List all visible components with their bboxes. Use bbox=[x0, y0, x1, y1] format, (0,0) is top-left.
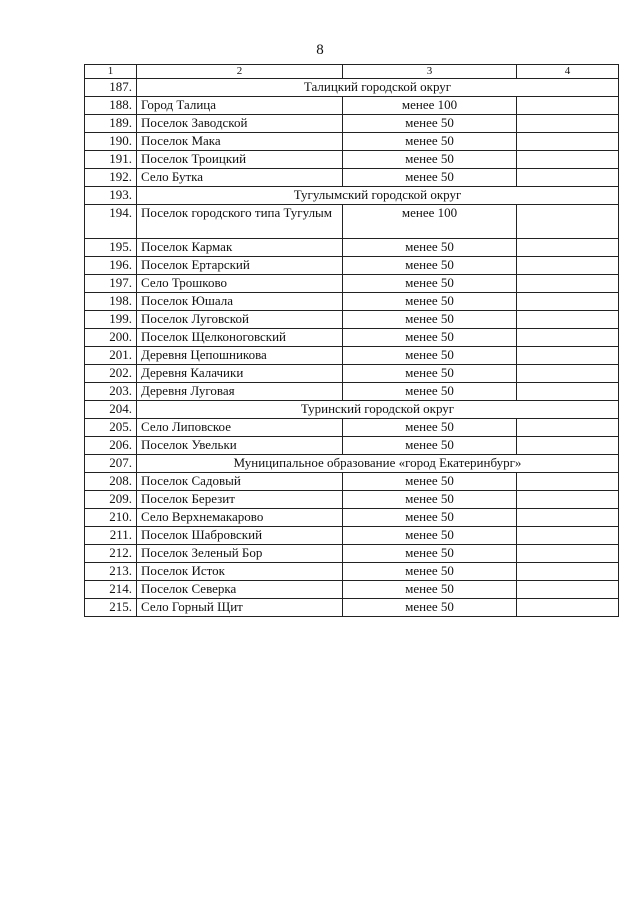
population-value: менее 50 bbox=[343, 581, 517, 599]
table-row bbox=[85, 365, 619, 383]
column-4-cell bbox=[517, 275, 619, 293]
settlement-name: Поселок Садовый bbox=[137, 473, 343, 491]
column-4-cell bbox=[517, 97, 619, 115]
table-row bbox=[85, 205, 619, 239]
row-number: 200. bbox=[85, 329, 137, 347]
table-row bbox=[85, 275, 619, 293]
table-row bbox=[85, 347, 619, 365]
column-4-cell bbox=[517, 133, 619, 151]
row-number: 206. bbox=[85, 437, 137, 455]
population-value: менее 100 bbox=[343, 205, 517, 239]
page-number: 8 bbox=[316, 42, 324, 58]
population-value: менее 50 bbox=[343, 599, 517, 617]
settlement-name: Деревня Цепошникова bbox=[137, 347, 343, 365]
population-value: менее 50 bbox=[343, 151, 517, 169]
row-number: 189. bbox=[85, 115, 137, 133]
row-number: 199. bbox=[85, 311, 137, 329]
section-row bbox=[85, 401, 619, 419]
settlement-name: Поселок Кармак bbox=[137, 239, 343, 257]
table-row bbox=[85, 293, 619, 311]
settlement-name: Поселок Луговской bbox=[137, 311, 343, 329]
row-number: 209. bbox=[85, 491, 137, 509]
table-row bbox=[85, 563, 619, 581]
table-row bbox=[85, 151, 619, 169]
row-number: 215. bbox=[85, 599, 137, 617]
table-row bbox=[85, 491, 619, 509]
table-row bbox=[85, 311, 619, 329]
column-4-cell bbox=[517, 563, 619, 581]
row-number: 202. bbox=[85, 365, 137, 383]
settlement-name: Село Трошково bbox=[137, 275, 343, 293]
row-number: 194. bbox=[85, 205, 137, 239]
population-value: менее 50 bbox=[343, 563, 517, 581]
section-title: Талицкий городской округ bbox=[137, 79, 619, 97]
row-number: 198. bbox=[85, 293, 137, 311]
row-number: 188. bbox=[85, 97, 137, 115]
settlement-name: Поселок Увельки bbox=[137, 437, 343, 455]
table-row bbox=[85, 509, 619, 527]
table-row bbox=[85, 97, 619, 115]
column-4-cell bbox=[517, 581, 619, 599]
settlement-name: Деревня Луговая bbox=[137, 383, 343, 401]
population-value: менее 50 bbox=[343, 275, 517, 293]
table-row bbox=[85, 239, 619, 257]
section-row bbox=[85, 187, 619, 205]
table-row bbox=[85, 133, 619, 151]
settlement-name: Село Верхнемакарово bbox=[137, 509, 343, 527]
row-number: 195. bbox=[85, 239, 137, 257]
column-4-cell bbox=[517, 473, 619, 491]
population-value: менее 50 bbox=[343, 311, 517, 329]
header-col-2: 2 bbox=[137, 65, 343, 79]
population-value: менее 50 bbox=[343, 133, 517, 151]
population-value: менее 50 bbox=[343, 545, 517, 563]
settlement-name: Поселок Шабровский bbox=[137, 527, 343, 545]
row-number: 191. bbox=[85, 151, 137, 169]
table-row bbox=[85, 599, 619, 617]
population-value: менее 50 bbox=[343, 169, 517, 187]
settlement-name: Поселок Березит bbox=[137, 491, 343, 509]
column-4-cell bbox=[517, 329, 619, 347]
column-4-cell bbox=[517, 311, 619, 329]
section-row bbox=[85, 455, 619, 473]
settlement-name: Поселок Зеленый Бор bbox=[137, 545, 343, 563]
row-number: 193. bbox=[85, 187, 137, 205]
column-4-cell bbox=[517, 257, 619, 275]
section-title: Тугулымский городской округ bbox=[137, 187, 619, 205]
table-row bbox=[85, 419, 619, 437]
row-number: 187. bbox=[85, 79, 137, 97]
population-value: менее 50 bbox=[343, 239, 517, 257]
settlement-name: Деревня Калачики bbox=[137, 365, 343, 383]
settlement-name: Поселок Мака bbox=[137, 133, 343, 151]
population-value: менее 50 bbox=[343, 257, 517, 275]
section-title: Туринский городской округ bbox=[137, 401, 619, 419]
table-body bbox=[85, 79, 619, 617]
row-number: 190. bbox=[85, 133, 137, 151]
header-col-4: 4 bbox=[517, 65, 619, 79]
row-number: 212. bbox=[85, 545, 137, 563]
row-number: 204. bbox=[85, 401, 137, 419]
population-value: менее 100 bbox=[343, 97, 517, 115]
population-value: менее 50 bbox=[343, 293, 517, 311]
settlement-name: Село Липовское bbox=[137, 419, 343, 437]
row-number: 213. bbox=[85, 563, 137, 581]
column-4-cell bbox=[517, 169, 619, 187]
row-number: 201. bbox=[85, 347, 137, 365]
column-4-cell bbox=[517, 509, 619, 527]
settlement-name: Поселок Юшала bbox=[137, 293, 343, 311]
column-4-cell bbox=[517, 527, 619, 545]
column-4-cell bbox=[517, 491, 619, 509]
population-value: менее 50 bbox=[343, 437, 517, 455]
settlement-name: Поселок Щелконоговский bbox=[137, 329, 343, 347]
settlement-name: Село Бутка bbox=[137, 169, 343, 187]
row-number: 203. bbox=[85, 383, 137, 401]
population-value: менее 50 bbox=[343, 115, 517, 133]
row-number: 208. bbox=[85, 473, 137, 491]
table-row bbox=[85, 527, 619, 545]
row-number: 207. bbox=[85, 455, 137, 473]
row-number: 196. bbox=[85, 257, 137, 275]
column-4-cell bbox=[517, 115, 619, 133]
table-row bbox=[85, 329, 619, 347]
column-4-cell bbox=[517, 365, 619, 383]
column-4-cell bbox=[517, 383, 619, 401]
header-col-3: 3 bbox=[343, 65, 517, 79]
population-value: менее 50 bbox=[343, 527, 517, 545]
row-number: 214. bbox=[85, 581, 137, 599]
table-row bbox=[85, 257, 619, 275]
column-4-cell bbox=[517, 419, 619, 437]
column-4-cell bbox=[517, 239, 619, 257]
population-value: менее 50 bbox=[343, 383, 517, 401]
settlement-name: Поселок Троицкий bbox=[137, 151, 343, 169]
settlement-name: Поселок Северка bbox=[137, 581, 343, 599]
settlement-name: Поселок городского типа Тугулым bbox=[137, 205, 343, 239]
settlements-table bbox=[84, 64, 619, 617]
column-4-cell bbox=[517, 599, 619, 617]
population-value: менее 50 bbox=[343, 491, 517, 509]
table-row bbox=[85, 383, 619, 401]
settlement-name: Село Горный Щит bbox=[137, 599, 343, 617]
settlement-name: Поселок Ертарский bbox=[137, 257, 343, 275]
table-header bbox=[85, 65, 619, 79]
table-row bbox=[85, 437, 619, 455]
section-title: Муниципальное образование «город Екатеринбург» bbox=[137, 455, 619, 473]
table-row bbox=[85, 169, 619, 187]
header-row bbox=[85, 65, 619, 79]
table-row bbox=[85, 581, 619, 599]
row-number: 192. bbox=[85, 169, 137, 187]
row-number: 197. bbox=[85, 275, 137, 293]
header-col-1: 1 bbox=[85, 65, 137, 79]
settlement-name: Поселок Исток bbox=[137, 563, 343, 581]
section-row bbox=[85, 79, 619, 97]
table-row bbox=[85, 545, 619, 563]
row-number: 211. bbox=[85, 527, 137, 545]
row-number: 205. bbox=[85, 419, 137, 437]
column-4-cell bbox=[517, 437, 619, 455]
column-4-cell bbox=[517, 205, 619, 239]
population-value: менее 50 bbox=[343, 473, 517, 491]
column-4-cell bbox=[517, 293, 619, 311]
column-4-cell bbox=[517, 545, 619, 563]
column-4-cell bbox=[517, 347, 619, 365]
column-4-cell bbox=[517, 151, 619, 169]
table-row bbox=[85, 115, 619, 133]
population-value: менее 50 bbox=[343, 347, 517, 365]
row-number: 210. bbox=[85, 509, 137, 527]
settlement-name: Город Талица bbox=[137, 97, 343, 115]
table-row bbox=[85, 473, 619, 491]
population-value: менее 50 bbox=[343, 419, 517, 437]
settlement-name: Поселок Заводской bbox=[137, 115, 343, 133]
population-value: менее 50 bbox=[343, 329, 517, 347]
population-value: менее 50 bbox=[343, 509, 517, 527]
population-value: менее 50 bbox=[343, 365, 517, 383]
